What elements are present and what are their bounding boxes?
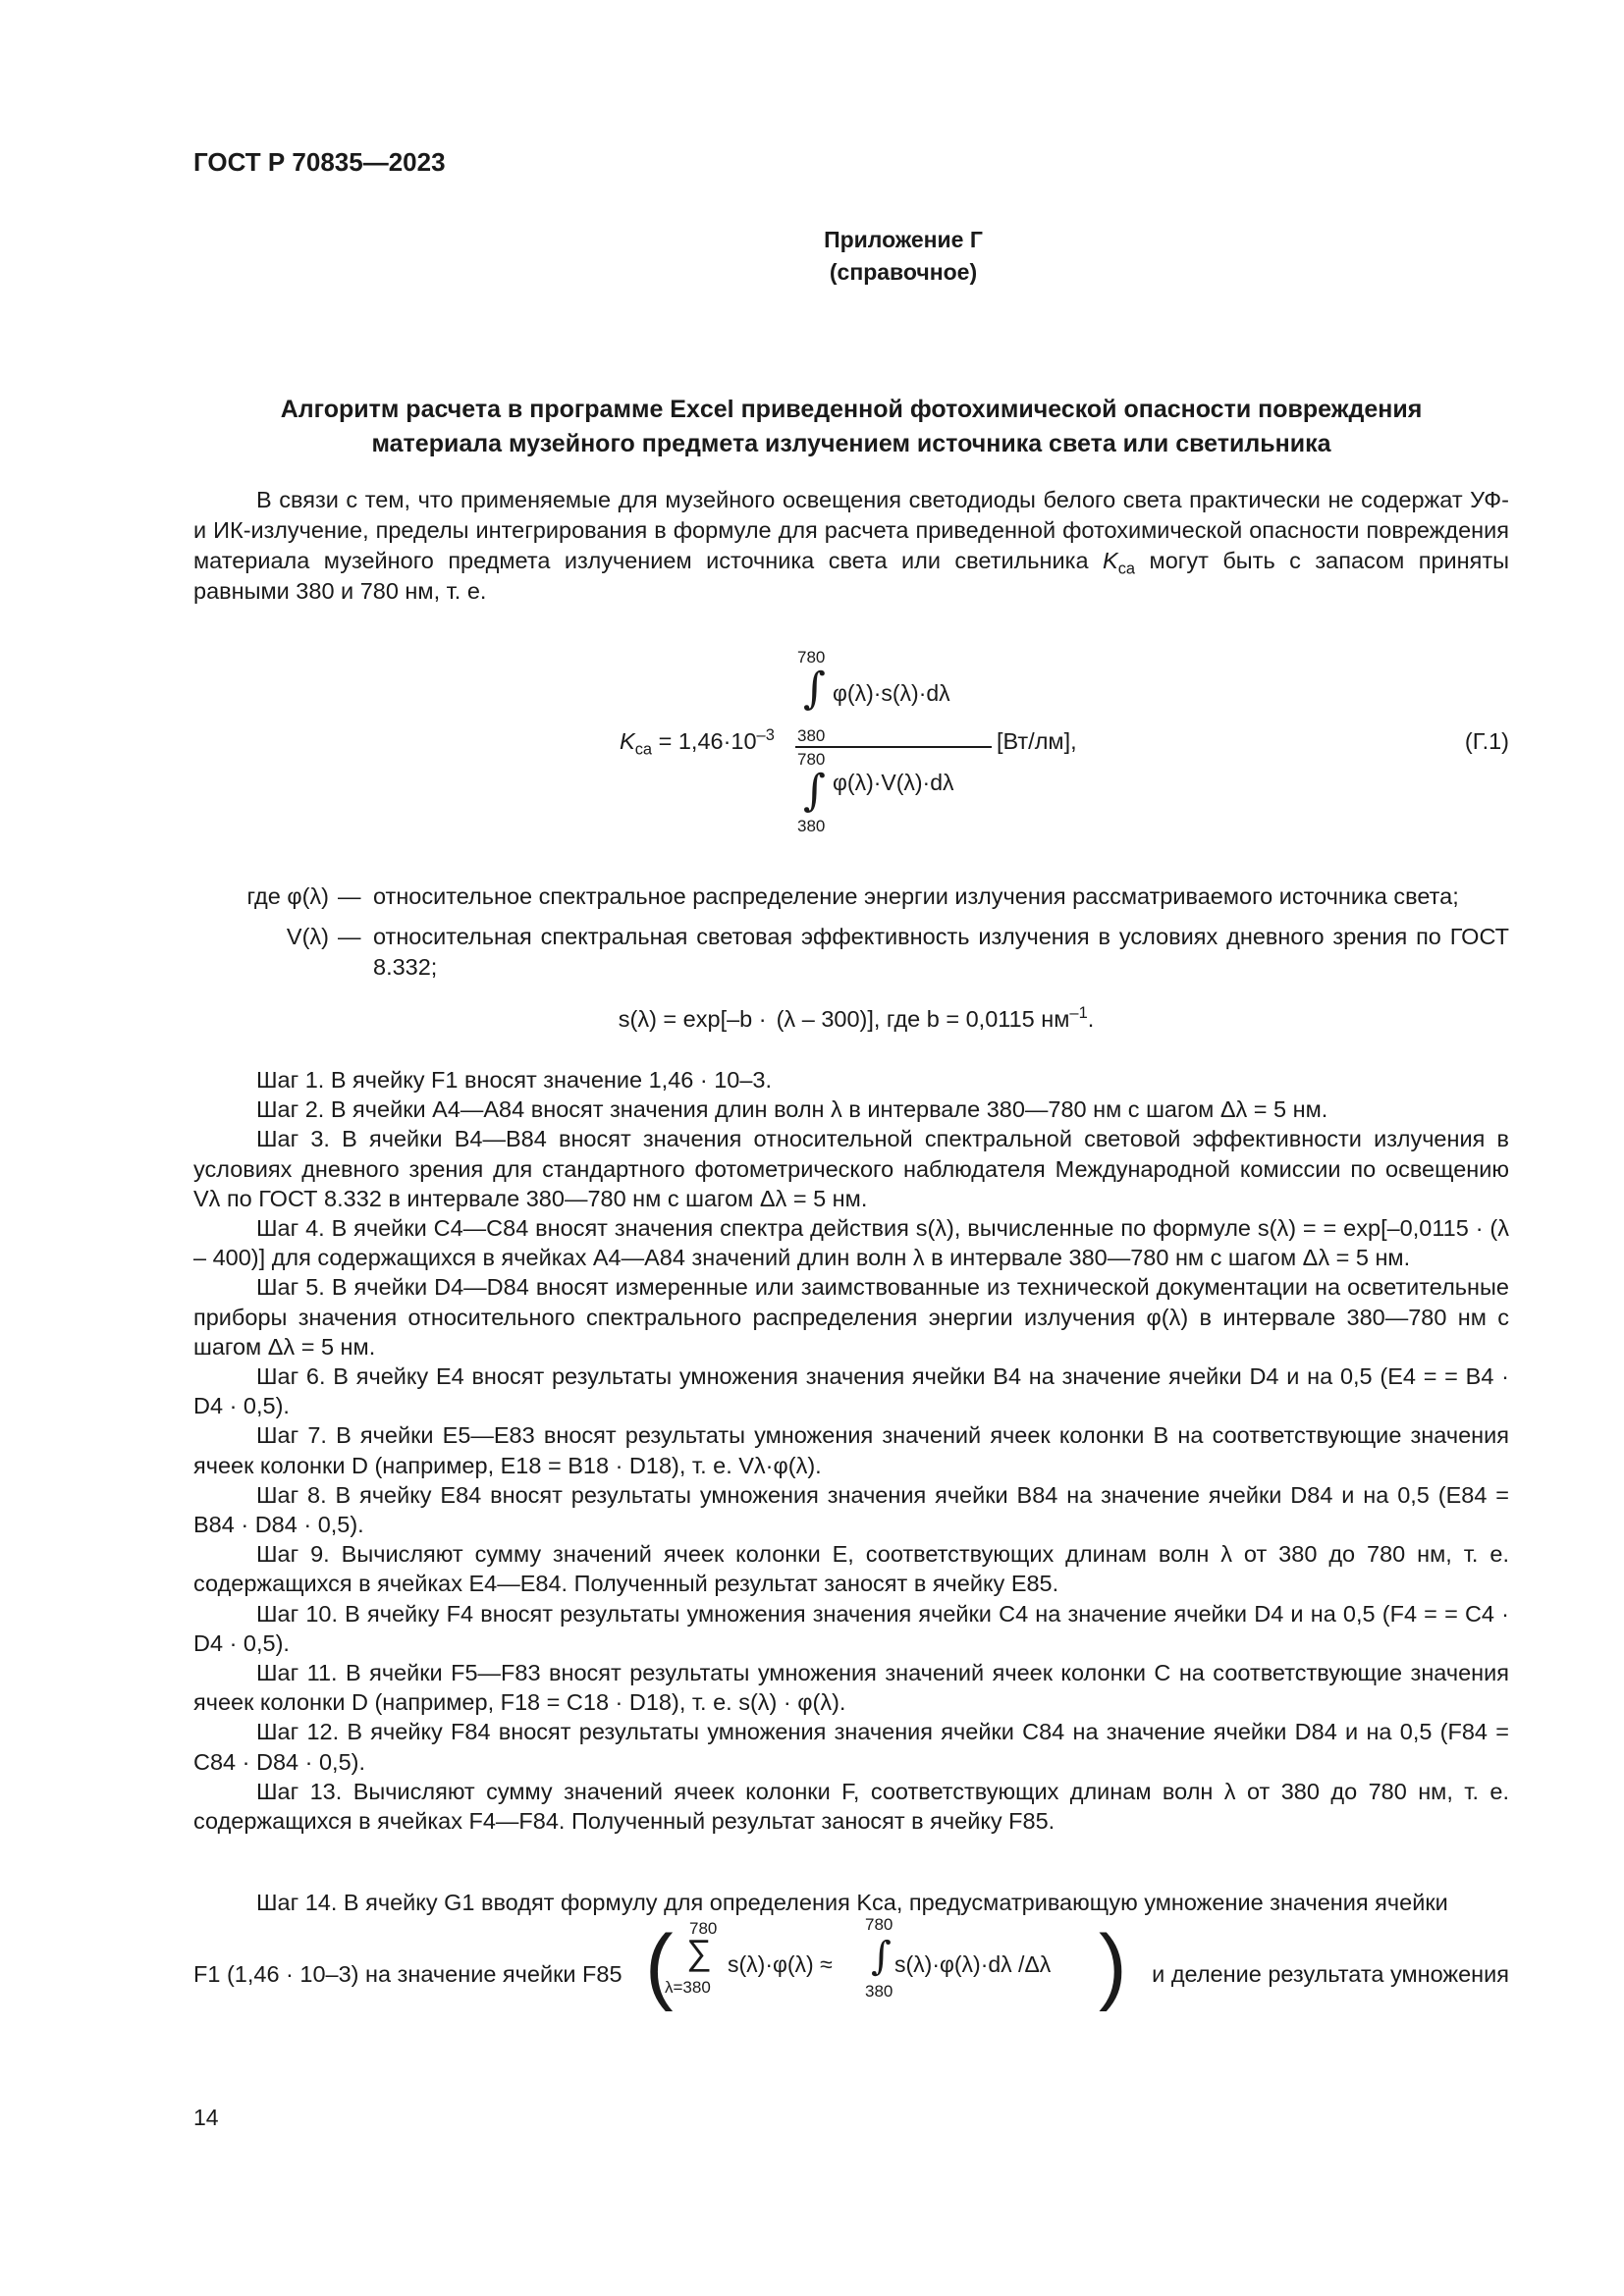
intro-symbol-sub: ca: [1117, 560, 1136, 578]
step-11: Шаг 11. В ячейки F5—F83 вносят результаты умножения значений ячеек колонки С на соответствующие значения ячеек колонки D (например, F18 = С18 · D18), т. е. s(λ) · φ(λ).: [193, 1660, 1509, 1716]
definition-text: относительная спектральная световая эффективность излучения в условиях дневного зрения по ГОСТ 8.332;: [373, 924, 1509, 980]
sum-upper: 780: [689, 1919, 718, 1938]
denominator-upper-limit: 780: [797, 750, 826, 769]
denominator-integrand: φ(λ)·V(λ)·dλ: [833, 770, 954, 795]
int-lower: 380: [865, 1982, 893, 2001]
heading-line-1: Алгоритм расчета в программе Excel приведенной фотохимической опасности повреждения: [280, 396, 1423, 423]
sum-symbol: ∑: [686, 1932, 712, 1972]
intro-text-after: могут быть с запасом приняты равными 380 и 780 нм, т. е.: [193, 548, 1510, 604]
step-3: Шаг 3. В ячейки В4—В84 вносят значения относительной спектральной световой эффективности излучения в условиях дневного зрения для стандартного фотометрического наблюдателя Международной комиссии по освещению Vλ по ГОСТ 8.332 в интервале 380—780 нм с шагом Δλ = 5 нм.: [193, 1126, 1509, 1211]
int-expression: s(λ)·φ(λ)·dλ /Δλ: [894, 1951, 1052, 1977]
int-upper: 780: [865, 1915, 893, 1934]
step-6: Шаг 6. В ячейку Е4 вносят результаты умножения значения ячейки В4 на значение ячейки D4 и на 0,5 (Е4 = = В4 · D4 · 0,5).: [193, 1363, 1509, 1419]
definition-v: [193, 922, 1509, 983]
denominator-lower-limit: 380: [797, 817, 826, 835]
step-2: Шаг 2. В ячейки А4—А84 вносят значения длин волн λ в интервале 380—780 нм с шагом Δλ = 5 нм.: [256, 1096, 1328, 1123]
s-formula-exponent: –1: [1069, 1004, 1088, 1023]
integral-sign: ∫: [871, 1934, 892, 1979]
step-5: Шаг 5. В ячейки D4—D84 вносят измеренные или заимствованные из технической документации на осветительные приборы значения относительного спектрального распределения энергии излучения φ(λ) в интервале 380—780 нм с шагом Δλ = 5 нм.: [193, 1274, 1509, 1360]
step-14: [193, 1890, 1509, 2037]
formula-g1: [193, 648, 1509, 844]
s-lambda-formula: [193, 1006, 1509, 1033]
s-formula-lhs: s(λ) = exp[–b ·: [618, 1006, 767, 1032]
right-paren: ): [1099, 1918, 1127, 2012]
sum-lower: λ=380: [665, 1978, 711, 1997]
definition-dash: —: [338, 883, 361, 909]
step-12: Шаг 12. В ячейку F84 вносят результаты умножения значения ячейки С84 на значение ячейки D84 и на 0,5 (F84 = С84 · D84 · 0,5).: [193, 1719, 1509, 1775]
definition-dash: —: [338, 924, 361, 949]
step-13: Шаг 13. Вычисляют сумму значений ячеек колонки F, соответствующих длинам волн λ от 380 до 780 нм, т. е. содержащихся в ячейках F4—F84. Полученный результат заносят в ячейку F85.: [193, 1778, 1509, 1835]
s-formula-end: .: [1087, 1006, 1095, 1032]
left-paren: (: [645, 1918, 674, 2012]
definition-phi: [193, 881, 1509, 912]
definition-text: относительное спектральное распределение энергии излучения рассматриваемого источника света;: [373, 883, 1459, 909]
steps-list: [193, 1065, 1509, 1836]
appendix-label: [0, 224, 1624, 289]
step-7: Шаг 7. В ячейки Е5—Е83 вносят результаты умножения значений ячеек колонки В на соответствующие значения ячеек колонки D (например, Е18 = В18 · D18), т. е. Vλ·φ(λ).: [193, 1422, 1509, 1478]
step-4: Шаг 4. В ячейки С4—С84 вносят значения спектра действия s(λ), вычисленные по формуле s(λ) = = exp[–0,0115 · (λ – 400)] для содержащихся в ячейках А4—А84 значений длин волн λ в интервале 380—780 нм с шагом Δλ = 5 нм.: [193, 1215, 1509, 1271]
appendix-title: Приложение Г: [824, 227, 983, 252]
formula-coefficient: = 1,46·10: [652, 728, 757, 754]
fraction-bar: [795, 746, 992, 748]
step-10: Шаг 10. В ячейку F4 вносят результаты умножения значения ячейки С4 на значение ячейки D4 и на 0,5 (F4 = = С4 · D4 · 0,5).: [193, 1600, 1509, 1656]
step-14-left-text: F1 (1,46 · 10–3) на значение ячейки F85: [193, 1961, 623, 1987]
step-14-right-text: и деление результата умножения: [1152, 1961, 1509, 1987]
page-number: 14: [193, 2105, 219, 2130]
numerator-integrand: φ(λ)·s(λ)·dλ: [833, 680, 950, 706]
step-1: Шаг 1. В ячейку F1 вносят значение 1,46 · 10–3.: [256, 1067, 773, 1093]
denominator-integral-sign: ∫: [803, 766, 826, 816]
standard-code: ГОСТ Р 70835—2023: [193, 147, 446, 177]
formula-lhs-sub: ca: [634, 740, 653, 759]
formula-number: (Г.1): [1464, 728, 1509, 754]
definition-term: V(λ): [286, 924, 329, 949]
numerator-lower-limit: 380: [797, 726, 826, 745]
section-heading: [193, 393, 1509, 461]
numerator-upper-limit: 780: [797, 648, 826, 667]
intro-paragraph: [193, 485, 1509, 607]
sum-expression: s(λ)·φ(λ) ≈: [728, 1951, 833, 1977]
appendix-subtitle: (справочное): [829, 259, 978, 285]
step-14-line1: Шаг 14. В ячейку G1 вводят формулу для определения Kca, предусматривающую умножение значения ячейки: [256, 1890, 1448, 1915]
numerator-integral-sign: ∫: [803, 664, 826, 714]
s-formula-rhs: (λ – 300)], где b = 0,0115 нм: [776, 1006, 1070, 1032]
formula-unit: [Вт/лм],: [997, 728, 1077, 754]
intro-symbol: K: [1103, 548, 1118, 573]
definitions: [193, 881, 1509, 992]
intro-text-before: В связи с тем, что применяемые для музейного освещения светодиоды белого света практически не содержат УФ- и ИК-излучение, пределы интегрирования в формуле для расчета приведенной фотохимической опасности повреждения материала музейного предмета излучением источника света или светильника: [193, 487, 1509, 573]
formula-lhs-symbol: K: [620, 728, 635, 754]
definition-term: где φ(λ): [246, 883, 329, 909]
formula-lhs: [620, 726, 775, 759]
step-8: Шаг 8. В ячейку Е84 вносят результаты умножения значения ячейки В84 на значение ячейки D84 и на 0,5 (Е84 = В84 · D84 · 0,5).: [193, 1481, 1509, 1538]
step-9: Шаг 9. Вычисляют сумму значений ячеек колонки Е, соответствующих длинам волн λ от 380 до 780 нм, т. е. содержащихся в ячейках Е4—Е84. Полученный результат заносят в ячейку Е85.: [193, 1541, 1509, 1597]
formula-fraction: [795, 648, 992, 844]
heading-line-2: материала музейного предмета излучением источника света или светильника: [371, 430, 1331, 457]
formula-exponent: –3: [756, 726, 775, 745]
